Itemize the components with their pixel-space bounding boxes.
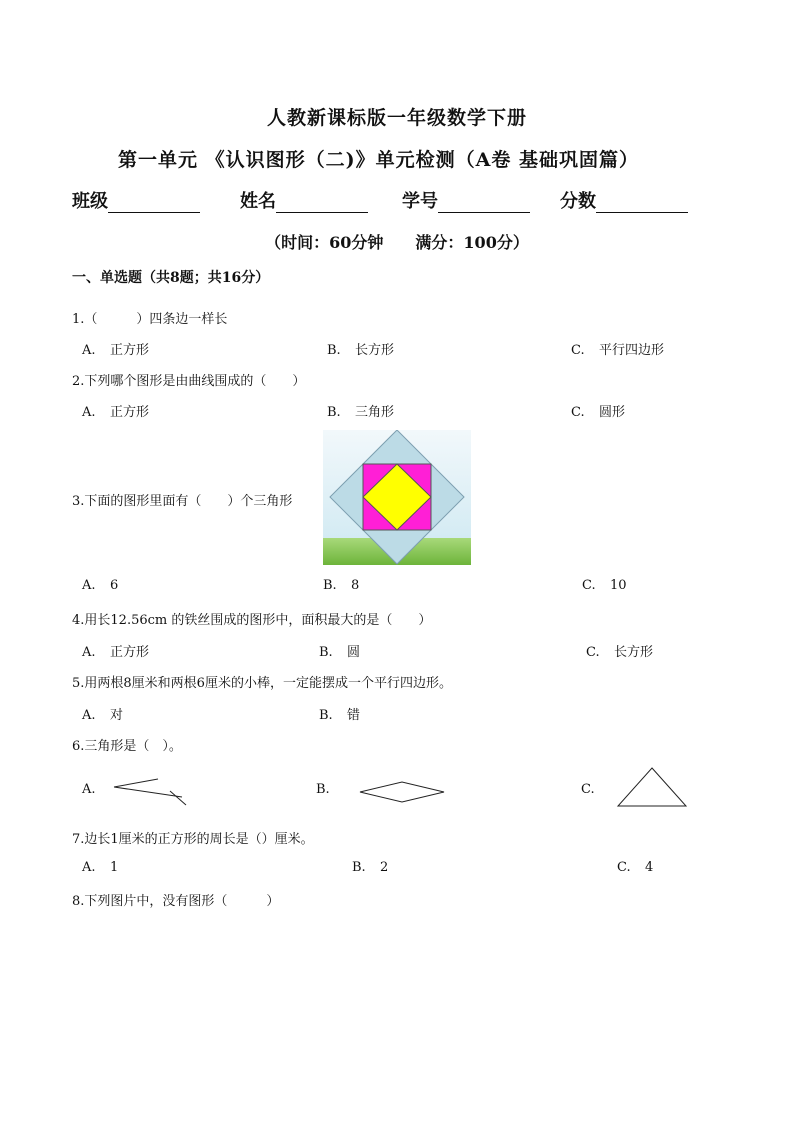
shape-a-line-3 xyxy=(170,791,186,805)
number-label: 学号 xyxy=(402,191,438,212)
triangle-shape xyxy=(615,766,689,808)
score-label: 分数 xyxy=(560,191,596,212)
q2-option-b[interactable]: B. 三角形 xyxy=(327,405,395,420)
class-field xyxy=(72,187,200,213)
question-6: 6.三角形是（ ）。 xyxy=(72,739,182,754)
nested-squares-figure xyxy=(323,430,471,565)
name-blank[interactable] xyxy=(276,194,368,213)
section-title: 一、单选题（共8题；共16分） xyxy=(72,270,270,286)
question-7: 7.边长1厘米的正方形的周长是（）厘米。 xyxy=(72,832,314,847)
q6-option-a[interactable]: A. xyxy=(82,782,96,797)
q6-option-c[interactable]: C. xyxy=(581,782,595,797)
q7-option-a[interactable]: A. 1 xyxy=(82,860,119,875)
q3-option-a[interactable]: A. 6 xyxy=(82,578,119,593)
shape-b-rhombus xyxy=(360,782,444,802)
q5-option-b[interactable]: B. 错 xyxy=(319,708,361,723)
open-angle-shape xyxy=(110,775,190,807)
question-5: 5.用两根8厘米和两根6厘米的小棒，一定能摆成一个平行四边形。 xyxy=(72,676,452,691)
time-info: （时间：60分钟 满分：100分） xyxy=(265,233,529,252)
q7-option-b[interactable]: B. 2 xyxy=(352,860,389,875)
page-subtitle: 第一单元 《认识图形（二)》单元检测（A卷 基础巩固篇） xyxy=(118,149,639,171)
question-3: 3.下面的图形里面有（ ）个三角形 xyxy=(72,494,293,509)
shape-c-triangle xyxy=(618,768,686,806)
question-1: 1.（ ）四条边一样长 xyxy=(72,312,228,327)
q4-option-b[interactable]: B. 圆 xyxy=(319,645,361,660)
q7-option-c[interactable]: C. 4 xyxy=(617,860,654,875)
score-field xyxy=(560,187,688,213)
question-4: 4.用长12.56cm 的铁丝围成的图形中，面积最大的是（ ） xyxy=(72,613,432,628)
number-field xyxy=(402,187,530,213)
q2-option-c[interactable]: C. 圆形 xyxy=(571,405,626,420)
question-2: 2.下列哪个图形是由曲线围成的（ ） xyxy=(72,374,306,389)
q1-option-c[interactable]: C. 平行四边形 xyxy=(571,343,665,358)
name-label: 姓名 xyxy=(240,191,276,212)
number-blank[interactable] xyxy=(438,194,530,213)
shape-a-line-1 xyxy=(114,779,158,787)
page-title: 人教新课标版一年级数学下册 xyxy=(266,107,527,129)
q2-option-a[interactable]: A. 正方形 xyxy=(82,405,150,420)
q1-option-a[interactable]: A. 正方形 xyxy=(82,343,150,358)
q4-option-a[interactable]: A. 正方形 xyxy=(82,645,150,660)
q3-option-b[interactable]: B. 8 xyxy=(323,578,360,593)
q1-option-b[interactable]: B. 长方形 xyxy=(327,343,395,358)
score-blank[interactable] xyxy=(596,194,688,213)
q5-option-a[interactable]: A. 对 xyxy=(82,708,124,723)
class-label: 班级 xyxy=(72,191,108,212)
name-field xyxy=(240,187,368,213)
rhombus-shape xyxy=(356,780,448,804)
class-blank[interactable] xyxy=(108,194,200,213)
q4-option-c[interactable]: C. 长方形 xyxy=(586,645,654,660)
q6-option-b[interactable]: B. xyxy=(316,782,330,797)
q3-option-c[interactable]: C. 10 xyxy=(582,578,627,593)
question-8: 8.下列图片中，没有图形（ ） xyxy=(72,894,280,909)
